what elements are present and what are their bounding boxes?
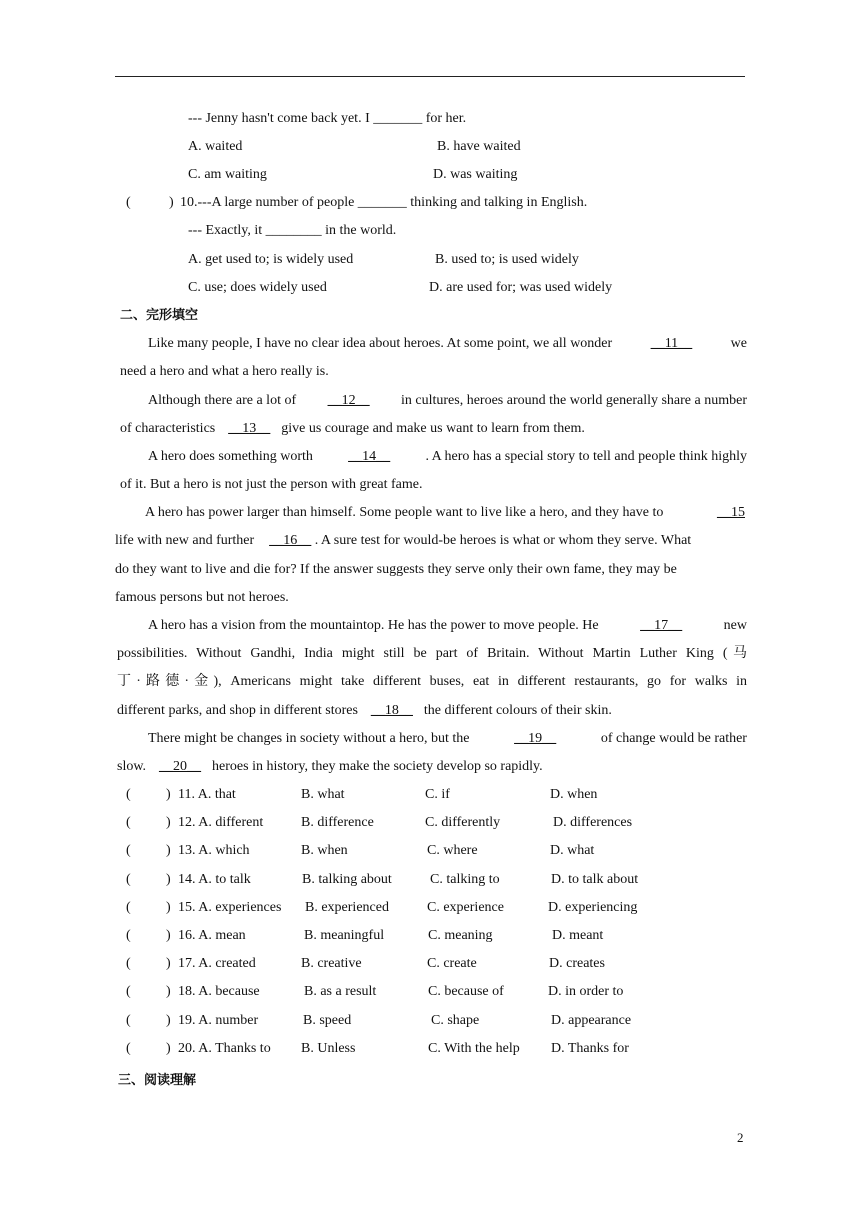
passage-text: of change would be rather <box>600 731 747 746</box>
answer-bracket-open: ( <box>126 872 131 887</box>
option-c: C. meaning <box>428 928 493 943</box>
option-b: B. difference <box>301 815 374 830</box>
option-a: 11. A. that <box>178 787 236 802</box>
answer-bracket-open: ( <box>126 900 131 915</box>
option-d: D. creates <box>549 956 605 971</box>
blank-12: __12__ <box>327 393 370 408</box>
option-d: D. meant <box>552 928 604 943</box>
passage-line: possibilities. Without Gandhi, India might still be part of Britain. Without Martin Luther King (马 <box>117 646 747 661</box>
passage-text: Like many people, I have no clear idea about heroes. At some point, we all wonder <box>148 336 613 351</box>
answer-bracket-open: ( <box>126 1013 131 1028</box>
option-b: B. speed <box>303 1013 352 1028</box>
blank-17: __17__ <box>640 618 683 633</box>
option-b: B. what <box>301 787 345 802</box>
passage-text: . A sure test for would-be heroes is what or whom they serve. What <box>314 533 692 548</box>
answer-bracket-close: ) <box>166 956 171 971</box>
passage-line <box>145 504 745 522</box>
option-b: B. creative <box>301 956 362 971</box>
passage-text: A hero has power larger than himself. Some people want to live like a hero, and they have to <box>145 505 664 520</box>
passage-text: A hero has a vision from the mountaintop. He has the power to move people. He <box>148 618 599 633</box>
option-a: 20. A. Thanks to <box>178 1041 271 1056</box>
q10-stem-reply: --- Exactly, it ________ in the world. <box>188 223 397 238</box>
passage-line <box>148 335 747 353</box>
passage-line <box>148 730 747 748</box>
option-d: D. what <box>550 843 595 858</box>
option-b: B. as a result <box>304 984 377 999</box>
q9-option-d: D. was waiting <box>433 167 518 182</box>
section-reading-title: 三、阅读理解 <box>118 1073 197 1088</box>
q9-stem: --- Jenny hasn't come back yet. I _______ for her. <box>188 111 467 126</box>
header-rule <box>115 76 745 77</box>
passage-text: of characteristics <box>120 421 216 436</box>
option-a: 12. A. different <box>178 815 264 830</box>
passage-line: need a hero and what a hero really is. <box>120 364 329 379</box>
q10-option-d: D. are used for; was used widely <box>429 280 613 295</box>
passage-line <box>117 758 543 776</box>
passage-text: There might be changes in society without a hero, but the <box>148 731 470 746</box>
passage-line: of it. But a hero is not just the person with great fame. <box>120 477 423 492</box>
option-d: D. differences <box>553 815 633 830</box>
q10-option-a: A. get used to; is widely used <box>188 252 354 267</box>
option-a: 15. A. experiences <box>178 900 282 915</box>
passage-text: we <box>730 336 747 351</box>
q10-stem: 10.---A large number of people _______ thinking and talking in English. <box>180 195 588 210</box>
blank-15: __15 <box>717 505 745 520</box>
page-number: 2 <box>737 1130 744 1145</box>
blank-18: __18__ <box>370 703 413 718</box>
blank-20: __20__ <box>159 759 202 774</box>
answer-bracket-close: ) <box>166 843 171 858</box>
passage-line <box>117 702 612 720</box>
blank-16: __16__ <box>269 533 312 548</box>
passage-line <box>148 448 747 466</box>
option-b: B. experienced <box>305 900 389 915</box>
option-d: D. appearance <box>551 1013 632 1028</box>
option-c: C. experience <box>427 900 504 915</box>
q10-option-c: C. use; does widely used <box>188 280 327 295</box>
option-d: D. experiencing <box>548 900 638 915</box>
answer-bracket-close: ) <box>166 900 171 915</box>
option-a: 16. A. mean <box>178 928 246 943</box>
option-c: C. create <box>427 956 477 971</box>
option-c: C. because of <box>428 984 504 999</box>
answer-bracket-open: ( <box>126 815 131 830</box>
option-c: C. where <box>427 843 478 858</box>
passage-text: new <box>723 618 747 633</box>
answer-bracket-close: ) <box>166 815 171 830</box>
answer-bracket-close: ) <box>166 872 171 887</box>
passage-text: in cultures, heroes around the world generally share a number <box>401 393 747 408</box>
answer-bracket-close: ) <box>166 787 171 802</box>
passage-text: the different colours of their skin. <box>423 703 612 718</box>
option-a: 13. A. which <box>178 843 250 858</box>
q10-bracket-close: ) <box>169 195 174 210</box>
option-b: B. talking about <box>302 872 392 887</box>
blank-19: __19__ <box>514 731 557 746</box>
answer-bracket-close: ) <box>166 1041 171 1056</box>
answer-bracket-open: ( <box>126 1041 131 1056</box>
option-b: B. Unless <box>301 1041 356 1056</box>
answer-bracket-open: ( <box>126 956 131 971</box>
q9-option-b: B. have waited <box>437 139 521 154</box>
option-a: 18. A. because <box>178 984 260 999</box>
answer-bracket-open: ( <box>126 984 131 999</box>
option-a: 14. A. to talk <box>178 872 251 887</box>
answer-bracket-close: ) <box>166 928 171 943</box>
option-c: C. shape <box>431 1013 480 1028</box>
section-cloze-title: 二、完形填空 <box>120 308 199 323</box>
passage-text: Although there are a lot of <box>148 393 297 408</box>
passage-line: do they want to live and die for? If the answer suggests they serve only their own fame, they may be <box>115 562 677 577</box>
answer-bracket-open: ( <box>126 787 131 802</box>
option-a: 17. A. created <box>178 956 256 971</box>
blank-11: __11__ <box>650 336 693 351</box>
passage-text: . A hero has a special story to tell and people think highly <box>425 449 747 464</box>
passage-text: different parks, and shop in different stores <box>117 703 358 718</box>
option-b: B. meaningful <box>304 928 385 943</box>
answer-bracket-open: ( <box>126 928 131 943</box>
option-b: B. when <box>301 843 348 858</box>
passage-text: heroes in history, they make the society develop so rapidly. <box>212 759 543 774</box>
answer-bracket-close: ) <box>166 984 171 999</box>
q9-option-a: A. waited <box>188 139 243 154</box>
option-d: D. when <box>550 787 598 802</box>
option-d: D. Thanks for <box>551 1041 629 1056</box>
option-c: C. With the help <box>428 1041 520 1056</box>
option-c: C. if <box>425 787 450 802</box>
passage-line: famous persons but not heroes. <box>115 590 289 605</box>
passage-text: A hero does something worth <box>148 449 313 464</box>
passage-line <box>148 392 747 410</box>
passage-line <box>148 617 747 635</box>
option-a: 19. A. number <box>178 1013 259 1028</box>
answer-bracket-open: ( <box>126 843 131 858</box>
blank-13: __13__ <box>228 421 271 436</box>
q9-option-c: C. am waiting <box>188 167 267 182</box>
option-c: C. talking to <box>430 872 500 887</box>
passage-text: give us courage and make us want to learn from them. <box>281 421 585 436</box>
passage-text: life with new and further <box>115 533 255 548</box>
passage-line: 丁·路德·金), Americans might take different buses, eat in different restaurants, go for walks in <box>117 674 747 689</box>
q10-option-b: B. used to; is used widely <box>435 252 579 267</box>
answer-bracket-close: ) <box>166 1013 171 1028</box>
option-d: D. to talk about <box>551 872 639 887</box>
passage-text: slow. <box>117 759 147 774</box>
passage-line <box>115 532 691 550</box>
blank-14: __14__ <box>348 449 391 464</box>
q10-bracket-open: ( <box>126 195 131 210</box>
option-d: D. in order to <box>548 984 624 999</box>
option-c: C. differently <box>425 815 501 830</box>
passage-line <box>120 420 585 438</box>
